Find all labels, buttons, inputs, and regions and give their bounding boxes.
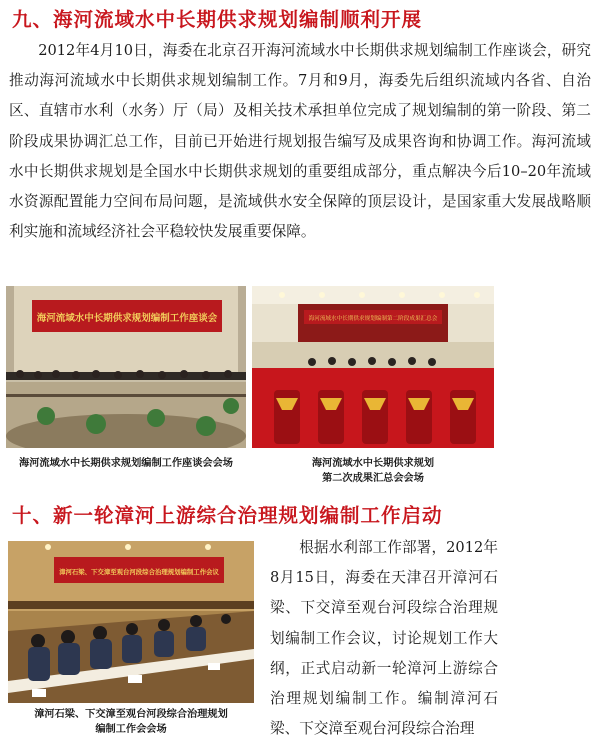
caption-line-2: 编制工作会会场 [95,724,167,735]
section-10-paragraph: 根据水利部工作部署，2012年8月15日，海委在天津召开漳河石梁、下交漳至观台河段综合治理规划编制工作会议，讨论规划工作大纲，正式启动新一轮漳河上游综合治理规划编制工作。编制漳河石梁、下交漳至观台河段综合治理 [270,539,498,738]
meeting-photo-3 [8,541,254,703]
meeting-photo-1 [6,286,246,448]
banner-text: 海河流域水中长期供求规划编制第二阶段成果汇总会 [308,316,438,322]
photo-2-caption [252,456,494,486]
photo-3-caption [8,707,254,737]
photo-1-caption: 海河流域水中长期供求规划编制工作座谈会会场 [19,458,233,469]
caption-line-2: 第二次成果汇总会会场 [322,473,424,484]
section-10-heading: 十、新一轮漳河上游综合治理规划编制工作启动 [12,504,443,527]
section-9-paragraph: 2012年4月10日，海委在北京召开海河流域水中长期供求规划编制工作座谈会，研究推动海河流域水中长期供求规划编制工作。7月和9月，海委先后组织流域内各省、自治区、直辖市水利（水务）厅（局）及相关技术承担单位完成了规划编制的第一阶段、第二阶段成果协调汇总工作，目前已开始进行规划报告编写及成果咨询和协调工作。海河流域水中长期供求规划是全国水中长期供求规划的重要组成部分，重点解决今后10–20年流域水资源配置能力空间布局问题，是流域供水安全保障的顶层设计，是国家重大发展战略顺利实施和流域经济社会平稳较快发展重要保障。 [9,42,591,241]
banner-text: 海河流域水中长期供求规划编制工作座谈会 [36,313,218,324]
caption-line-1: 漳河石梁、下交漳至观台河段综合治理规划 [34,709,228,720]
banner-text: 漳河石梁、下交漳至观台河段综合治理规划编制工作会议 [59,568,219,576]
meeting-photo-2 [252,286,494,448]
caption-line-1: 海河流域水中长期供求规划 [311,458,435,469]
section-9-heading: 九、海河流域水中长期供求规划编制顺利开展 [12,8,423,31]
